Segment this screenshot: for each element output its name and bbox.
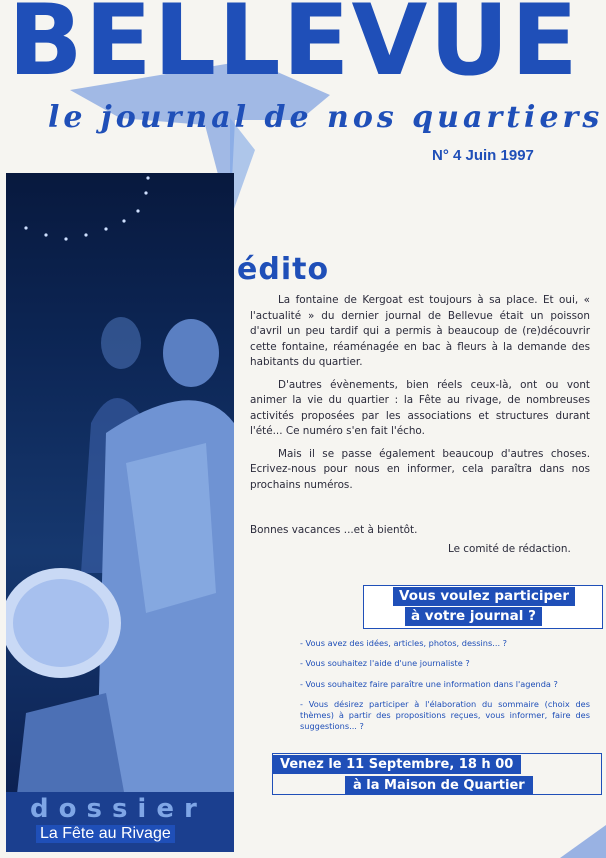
edito-paragraph: La fontaine de Kergoat est toujours à sa place. Et oui, « l'actualité » du dernier journal de Bellevue était un poisson d'avril un peu tardif qui a permis à beaucoup de (re)découvrir cette fontaine, réaménagée en bac à fleurs à la demande des habitants du quartier. xyxy=(250,294,590,368)
edito-closing: Bonnes vacances ...et à bientôt. xyxy=(250,524,418,536)
edito-signature: Le comité de rédaction. xyxy=(448,543,571,555)
corner-stripe-graphic xyxy=(520,805,606,858)
masthead xyxy=(0,0,606,110)
cta-bullet-list xyxy=(300,638,590,741)
masthead-subtitle: le journal de nos quartiers xyxy=(48,100,604,135)
drummer-photo-illustration xyxy=(6,173,234,803)
cta-heading-line1: Vous voulez participer xyxy=(393,587,575,606)
edito-title: édito xyxy=(237,252,330,287)
edito-paragraph: D'autres évènements, bien réels ceux-là, ont ou vont animer la vie du quartier : la Fête au rivage, de nombreuses activités proposées par les associations et structures durant l'été... Ce numéro s'en fait l'écho. xyxy=(250,378,590,437)
issue-number: N° 4 Juin 1997 xyxy=(432,147,534,164)
edito-paragraph: Mais il se passe également beaucoup d'autres choses. Ecrivez-nous pour nous en informer, cela paraîtra dans nos prochains numéros. xyxy=(250,447,590,491)
dossier-subtitle: La Fête au Rivage xyxy=(36,825,175,843)
cta-bullet: - Vous souhaitez faire paraître une information dans l'agenda ? xyxy=(300,679,558,689)
cover-photo xyxy=(6,173,234,803)
cta-bullet: - Vous désirez participer à l'élaboration du sommaire (choix des thèmes) à partir des propositions reçues, vous informer, faire des suggestions... ? xyxy=(300,699,590,731)
edito-body xyxy=(250,293,590,500)
masthead-title: BELLEVUE xyxy=(8,0,580,98)
cta-bullet: - Vous souhaitez l'aide d'une journaliste ? xyxy=(300,658,470,668)
meeting-line2: à la Maison de Quartier xyxy=(345,776,533,795)
cta-heading-line2: à votre journal ? xyxy=(405,607,542,626)
dossier-label: dossier xyxy=(30,794,207,824)
meeting-line1: Venez le 11 Septembre, 18 h 00 xyxy=(272,755,521,774)
cta-bullet: - Vous avez des idées, articles, photos, dessins... ? xyxy=(300,638,507,648)
